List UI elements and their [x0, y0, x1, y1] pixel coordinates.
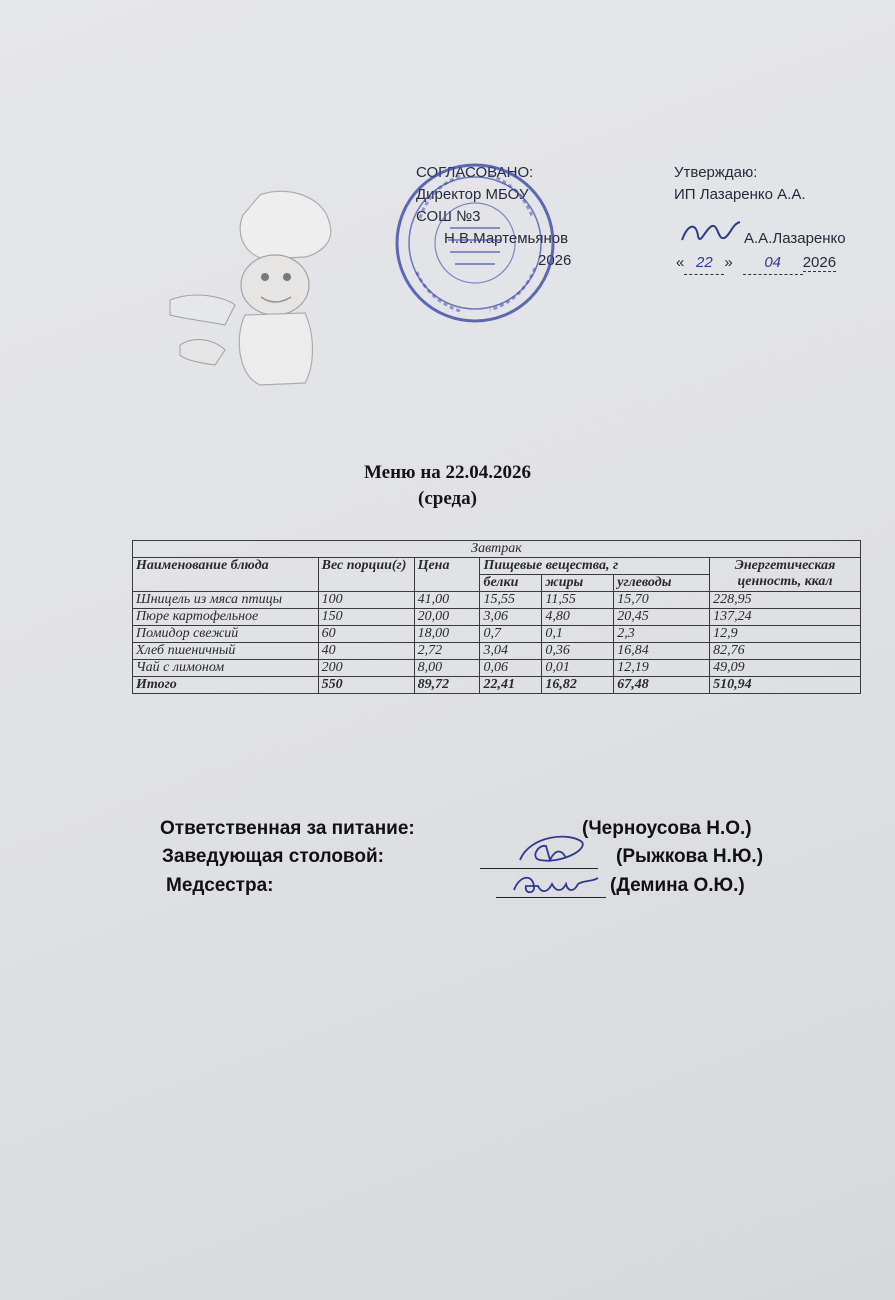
dish-fats: 0,1	[542, 626, 614, 643]
confirmation-block	[674, 162, 846, 271]
header-nutrients: Пищевые вещества, г	[480, 558, 710, 575]
dish-weight: 60	[318, 626, 414, 643]
table-section-header: Завтрак	[133, 541, 861, 558]
dish-carbs: 12,19	[614, 660, 710, 677]
table-total-row	[133, 677, 861, 694]
confirmation-name: А.А.Лазаренко	[744, 230, 846, 247]
total-energy: 510,94	[710, 677, 861, 694]
table-row	[133, 643, 861, 660]
dish-weight: 150	[318, 609, 414, 626]
confirmation-heading: Утверждаю:	[674, 164, 758, 181]
header-name: Наименование блюда	[133, 558, 319, 592]
approval-position: Директор МБОУ	[416, 186, 529, 203]
total-carbs: 67,48	[614, 677, 710, 694]
dish-carbs: 15,70	[614, 592, 710, 609]
total-proteins: 22,41	[480, 677, 542, 694]
header-price: Цена	[414, 558, 480, 592]
signature-scribble-1	[510, 830, 590, 870]
menu-table	[132, 540, 861, 694]
chef-illustration	[165, 185, 345, 395]
dish-carbs: 16,84	[614, 643, 710, 660]
approval-name: Н.В.Мартемьянов	[444, 230, 569, 247]
menu-weekday: (среда)	[418, 488, 477, 509]
dish-carbs: 2,3	[614, 626, 710, 643]
total-price: 89,72	[414, 677, 480, 694]
dish-price: 2,72	[414, 643, 480, 660]
signature-role: Ответственная за питание:	[160, 818, 415, 839]
dish-fats: 4,80	[542, 609, 614, 626]
dish-price: 8,00	[414, 660, 480, 677]
dish-price: 20,00	[414, 609, 480, 626]
approval-year: 2026	[538, 252, 572, 269]
dish-energy: 49,09	[710, 660, 861, 677]
dish-proteins: 3,06	[480, 609, 542, 626]
confirmation-date: « 22 » 04 2026	[676, 252, 836, 275]
approval-heading: СОГЛАСОВАНО:	[416, 164, 534, 181]
dish-weight: 40	[318, 643, 414, 660]
header-carbs: углеводы	[614, 575, 710, 592]
dish-weight: 200	[318, 660, 414, 677]
signature-role: Медсестра:	[166, 875, 274, 896]
dish-name: Хлеб пшеничный	[133, 643, 319, 660]
dish-price: 41,00	[414, 592, 480, 609]
header-proteins: белки	[480, 575, 542, 592]
dish-name: Чай с лимоном	[133, 660, 319, 677]
dish-fats: 0,01	[542, 660, 614, 677]
header-weight: Вес порции(г)	[318, 558, 414, 592]
date-month: 04	[743, 252, 803, 275]
dish-proteins: 0,06	[480, 660, 542, 677]
dish-name: Помидор свежий	[133, 626, 319, 643]
dish-fats: 11,55	[542, 592, 614, 609]
confirmation-position: ИП Лазаренко А.А.	[674, 186, 806, 203]
header-energy: Энергетическая ценность, ккал	[710, 558, 861, 592]
signature-scribble-2	[508, 870, 604, 900]
dish-carbs: 20,45	[614, 609, 710, 626]
director-signature	[678, 218, 748, 248]
approval-school: СОШ №3	[416, 208, 481, 225]
total-fats: 16,82	[542, 677, 614, 694]
signature-person: (Рыжкова Н.Ю.)	[616, 846, 764, 867]
table-row	[133, 592, 861, 609]
dish-weight: 100	[318, 592, 414, 609]
dish-proteins: 3,04	[480, 643, 542, 660]
menu-title: Меню на 22.04.2026	[363, 462, 532, 483]
date-day: 22	[684, 252, 724, 275]
dish-price: 18,00	[414, 626, 480, 643]
total-label: Итого	[133, 677, 319, 694]
dish-energy: 228,95	[710, 592, 861, 609]
signature-role: Заведующая столовой:	[162, 846, 384, 867]
table-row	[133, 626, 861, 643]
date-year: 2026	[802, 254, 837, 271]
signature-person: (Черноусова Н.О.)	[582, 818, 752, 839]
dish-fats: 0,36	[542, 643, 614, 660]
table-row	[133, 660, 861, 677]
dish-name: Шницель из мяса птицы	[133, 592, 319, 609]
dish-proteins: 15,55	[480, 592, 542, 609]
dish-proteins: 0,7	[480, 626, 542, 643]
dish-energy: 12,9	[710, 626, 861, 643]
dish-name: Пюре картофельное	[133, 609, 319, 626]
signature-person: (Демина О.Ю.)	[610, 875, 745, 896]
total-weight: 550	[318, 677, 414, 694]
dish-energy: 137,24	[710, 609, 861, 626]
header-fats: жиры	[542, 575, 614, 592]
dish-energy: 82,76	[710, 643, 861, 660]
table-row	[133, 609, 861, 626]
school-stamp	[390, 158, 560, 328]
